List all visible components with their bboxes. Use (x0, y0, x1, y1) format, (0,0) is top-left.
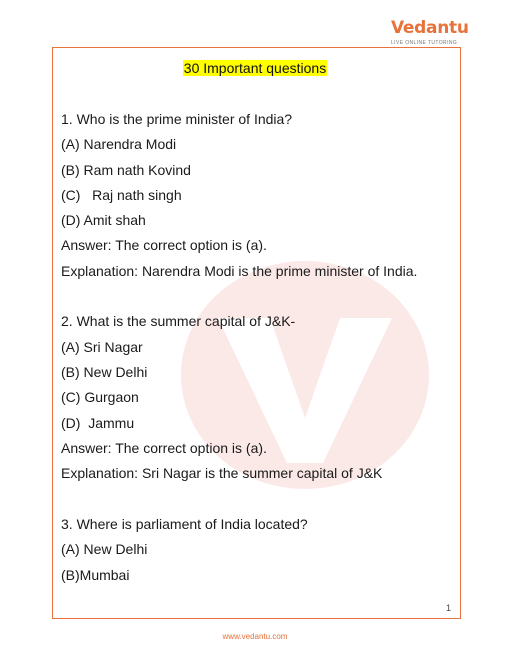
page-title: 30 Important questions (183, 60, 327, 76)
q2-explanation: Explanation: Sri Nagar is the summer capital of J&K (61, 465, 383, 481)
title-wrap (0, 60, 510, 78)
q2-option-c: (C) Gurgaon (61, 389, 139, 405)
q3-option-a: (A) New Delhi (61, 541, 148, 557)
question-2: 2. What is the summer capital of J&K- (61, 313, 296, 329)
q2-option-b: (B) New Delhi (61, 364, 148, 380)
q1-option-a: (A) Narendra Modi (61, 136, 177, 152)
q2-answer: Answer: The correct option is (a). (61, 440, 267, 456)
q2-option-d: (D) Jammu (61, 415, 135, 431)
q1-option-b: (B) Ram nath Kovind (61, 162, 191, 178)
footer-url[interactable]: www.vedantu.com (222, 632, 288, 641)
q1-answer: Answer: The correct option is (a). (61, 237, 267, 253)
page-number: 1 (446, 603, 452, 613)
logo-wordmark: Vedantu (391, 18, 469, 38)
question-1: 1. Who is the prime minister of India? (61, 111, 293, 127)
vedantu-logo (387, 18, 467, 48)
q1-option-c: (C) Raj nath singh (61, 187, 182, 203)
vedantu-watermark-icon (178, 258, 432, 492)
q1-explanation: Explanation: Narendra Modi is the prime minister of India. (61, 263, 418, 279)
q2-option-a: (A) Sri Nagar (61, 339, 143, 355)
question-3: 3. Where is parliament of India located? (61, 516, 308, 532)
logo-tagline: LIVE ONLINE TUTORING (391, 40, 458, 46)
q1-option-d: (D) Amit shah (61, 212, 146, 228)
q3-option-b: (B)Mumbai (61, 567, 130, 583)
